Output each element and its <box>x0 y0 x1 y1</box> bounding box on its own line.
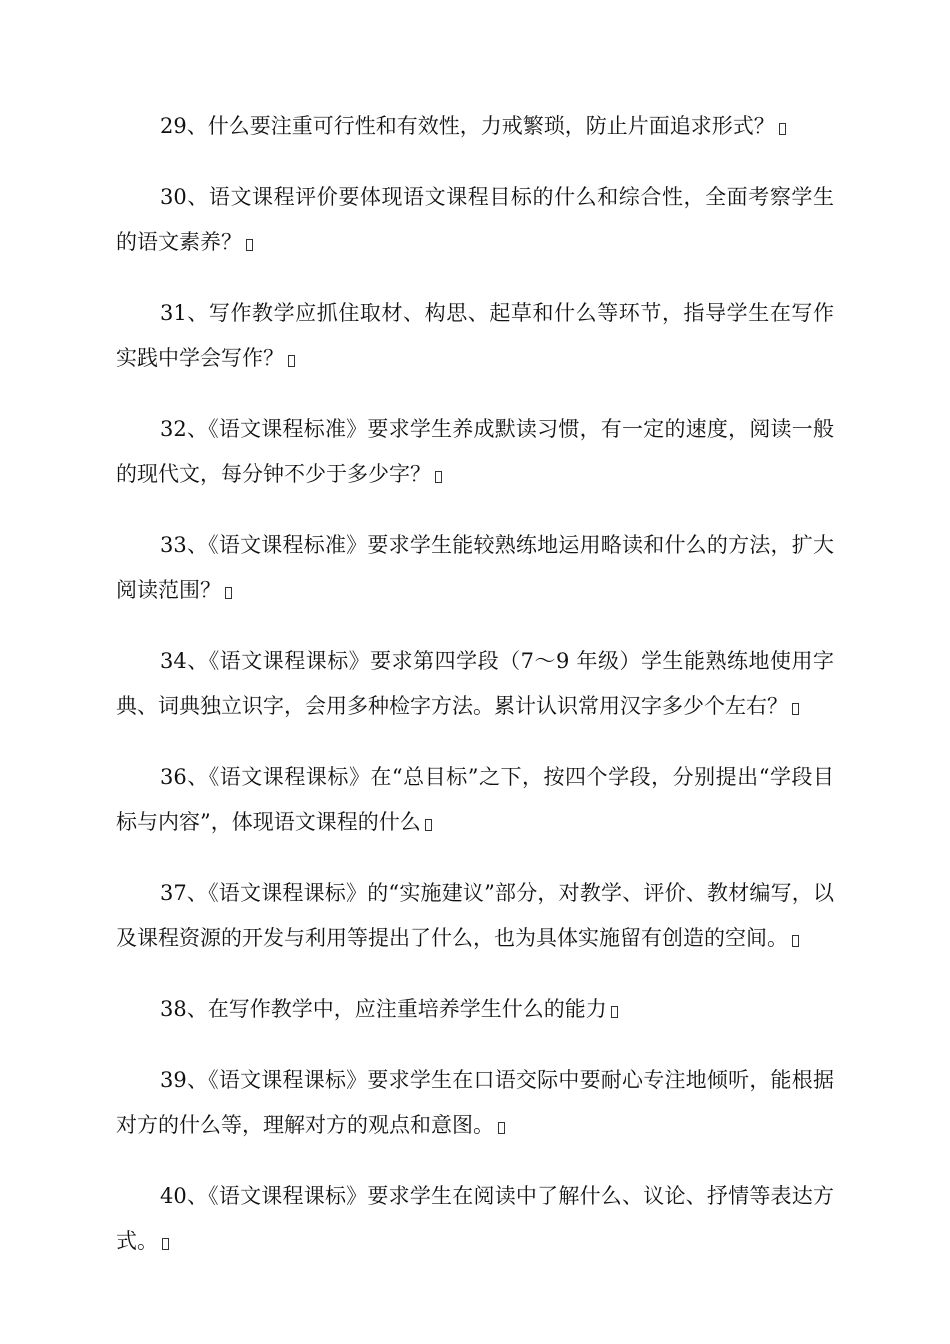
question-30-text: 30、语文课程评价要体现语文课程目标的什么和综合性，全面考察学生的语文素养？ <box>116 185 834 254</box>
placeholder-box-icon <box>425 819 432 831</box>
question-34-text: 34、《语文课程课标》要求第四学段（7～9 年级）学生能熟练地使用字典、词典独立识字，会用多种检字方法。累计认识常用汉字多少个左右？ <box>116 649 834 718</box>
question-38-text: 38、在写作教学中，应注重培养学生什么的能力 <box>160 997 607 1021</box>
placeholder-box-icon <box>498 1122 505 1134</box>
placeholder-box-icon <box>435 471 442 483</box>
placeholder-box-icon <box>288 355 295 367</box>
question-33-text: 33、《语文课程标准》要求学生能较熟练地运用略读和什么的方法，扩大阅读范围？ <box>116 533 834 602</box>
question-29-text: 29、什么要注重可行性和有效性，力戒繁琐，防止片面追求形式？ <box>160 114 775 138</box>
question-40-text: 40、《语文课程课标》要求学生在阅读中了解什么、议论、抒情等表达方式。 <box>116 1184 834 1253</box>
question-37-text: 37、《语文课程课标》的“实施建议”部分，对教学、评价、教材编写，以及课程资源的开发与利用等提出了什么，也为具体实施留有创造的空间。 <box>116 881 834 950</box>
question-38 <box>116 987 834 1032</box>
question-list <box>116 104 834 1290</box>
question-32-text: 32、《语文课程标准》要求学生养成默读习惯，有一定的速度，阅读一般的现代文，每分钟不少于多少字？ <box>116 417 834 486</box>
placeholder-box-icon <box>246 239 253 251</box>
question-39 <box>116 1058 834 1148</box>
placeholder-box-icon <box>792 935 799 947</box>
question-34 <box>116 639 834 729</box>
question-36 <box>116 755 834 845</box>
question-29 <box>116 104 834 149</box>
question-31-text: 31、写作教学应抓住取材、构思、起草和什么等环节，指导学生在写作实践中学会写作？ <box>116 301 834 370</box>
question-39-text: 39、《语文课程课标》要求学生在口语交际中要耐心专注地倾听，能根据对方的什么等，理解对方的观点和意图。 <box>116 1068 834 1137</box>
question-40 <box>116 1174 834 1264</box>
placeholder-box-icon <box>162 1238 169 1250</box>
placeholder-box-icon <box>792 703 799 715</box>
question-33 <box>116 523 834 613</box>
placeholder-box-icon <box>779 123 786 135</box>
question-30 <box>116 175 834 265</box>
question-31 <box>116 291 834 381</box>
question-37 <box>116 871 834 961</box>
question-32 <box>116 407 834 497</box>
placeholder-box-icon <box>611 1006 618 1018</box>
question-36-text: 36、《语文课程课标》在“总目标”之下，按四个学段，分别提出“学段目标与内容”，体现语文课程的什么 <box>116 765 834 834</box>
placeholder-box-icon <box>225 587 232 599</box>
